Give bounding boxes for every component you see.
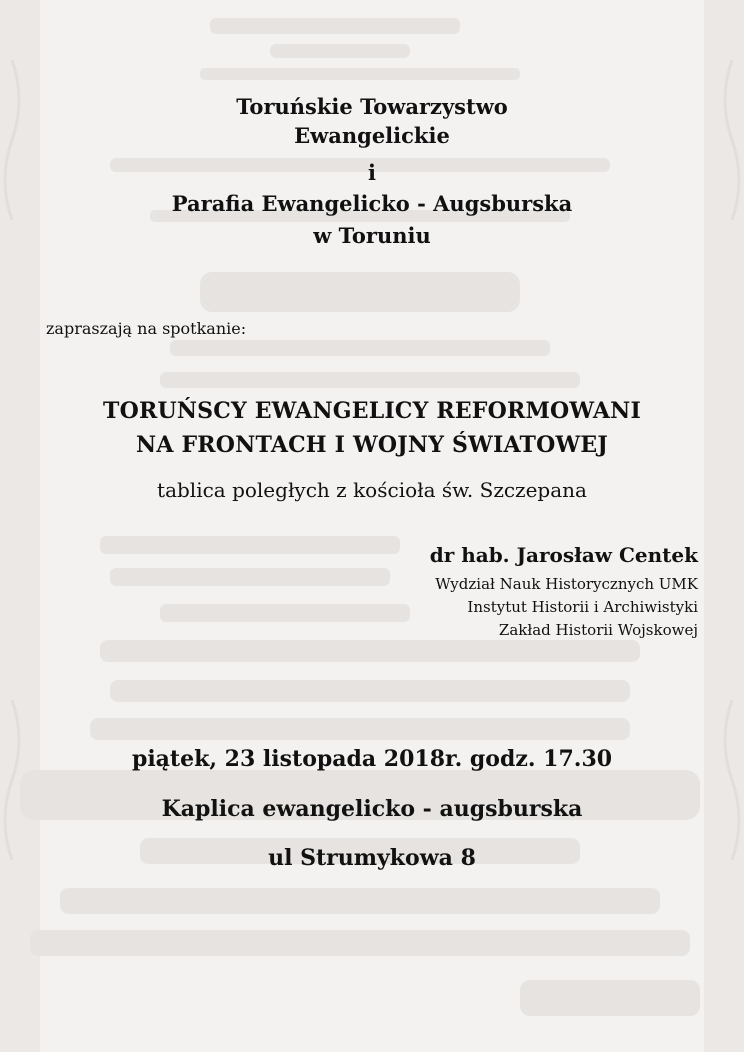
- lecture-title-line-2: NA FRONTACH I WOJNY ŚWIATOWEJ: [136, 432, 608, 458]
- speaker-affiliation-3: Zakład Historii Wojskowej: [498, 621, 698, 639]
- organizer-line-2: Ewangelickie: [294, 123, 450, 148]
- organizer-line-3: i: [368, 160, 376, 185]
- speaker-affiliation-2: Instytut Historii i Archiwistyki: [467, 598, 698, 616]
- speaker-affiliation-1: Wydział Nauk Historycznych UMK: [435, 575, 698, 593]
- invite-text: zapraszają na spotkanie:: [46, 319, 247, 338]
- lecture-title-line-1: TORUŃSCY EWANGELICY REFORMOWANI: [103, 398, 641, 424]
- lecture-subtitle: tablica poległych z kościoła św. Szczepana: [157, 478, 587, 502]
- event-date: piątek, 23 listopada 2018r. godz. 17.30: [131, 746, 613, 772]
- organizer-line-4: Parafia Ewangelicko - Augsburska: [171, 191, 573, 216]
- speaker-name: dr hab. Jarosław Centek: [429, 543, 698, 567]
- organizer-line-5: w Toruniu: [313, 223, 431, 248]
- event-address: ul Strumykowa 8: [268, 845, 476, 871]
- organizer-line-1: Toruńskie Towarzystwo: [236, 94, 508, 119]
- event-place: Kaplica ewangelicko - augsburska: [161, 796, 583, 822]
